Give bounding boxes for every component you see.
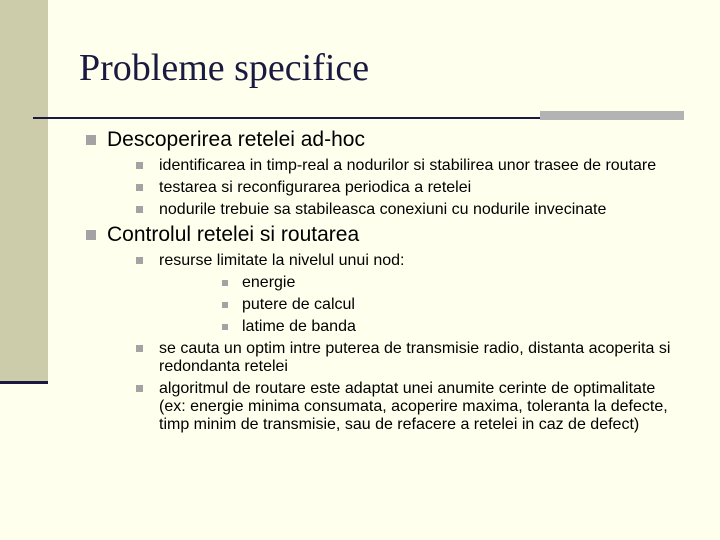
square-bullet-icon — [222, 324, 228, 330]
main-bullet-list — [86, 128, 686, 434]
list-item-text: latime de banda — [242, 318, 356, 335]
list-item-text: energie — [242, 274, 296, 291]
list-item-text: nodurile trebuie sa stabileasca conexiuni cu nodurile invecinate — [159, 201, 607, 218]
nested-list-item — [159, 318, 686, 336]
section-discovery — [86, 128, 686, 219]
list-item-text: identificarea in timp-real a nodurilor si stabilirea unor trasee de routare — [159, 157, 657, 174]
nested-bullet-list — [159, 274, 686, 336]
sub-bullet-list — [107, 157, 686, 219]
square-bullet-icon — [136, 385, 143, 392]
list-item — [107, 340, 686, 376]
nested-list-item — [159, 274, 686, 292]
square-bullet-icon — [86, 230, 96, 240]
slide-title: Probleme specifice — [79, 47, 370, 89]
list-item — [107, 157, 686, 175]
section-heading: Controlul retelei si routarea — [107, 223, 360, 246]
nested-list-item — [159, 296, 686, 314]
list-item-text: se cauta un optim intre puterea de transmisie radio, distanta acoperita si redondanta retelei — [159, 340, 671, 375]
sidebar-base-line — [0, 381, 48, 384]
list-item-text: algoritmul de routare este adaptat unei anumite cerinte de optimalitate (ex: energie minima consumata, acoperire maxima, toleranta la defecte, timp minim de transmisie, sau de refacere a retelei in caz de defect) — [159, 380, 668, 433]
list-item — [107, 252, 686, 336]
square-bullet-icon — [136, 162, 143, 169]
square-bullet-icon — [222, 280, 228, 286]
list-item-text: putere de calcul — [242, 296, 355, 313]
square-bullet-icon — [136, 206, 143, 213]
square-bullet-icon — [222, 302, 228, 308]
list-item — [107, 380, 686, 434]
list-item — [107, 201, 686, 219]
list-item — [107, 179, 686, 197]
sidebar-band — [0, 0, 48, 382]
square-bullet-icon — [86, 135, 96, 145]
list-item-text: resurse limitate la nivelul unui nod: — [159, 252, 405, 269]
square-bullet-icon — [136, 345, 143, 352]
square-bullet-icon — [136, 257, 143, 264]
section-routing — [86, 223, 686, 434]
square-bullet-icon — [136, 184, 143, 191]
list-item-text: testarea si reconfigurarea periodica a retelei — [159, 179, 472, 196]
section-heading: Descoperirea retelei ad-hoc — [107, 128, 365, 151]
slide-content — [86, 128, 686, 438]
sub-bullet-list — [107, 252, 686, 434]
title-accent-bar — [540, 111, 684, 120]
